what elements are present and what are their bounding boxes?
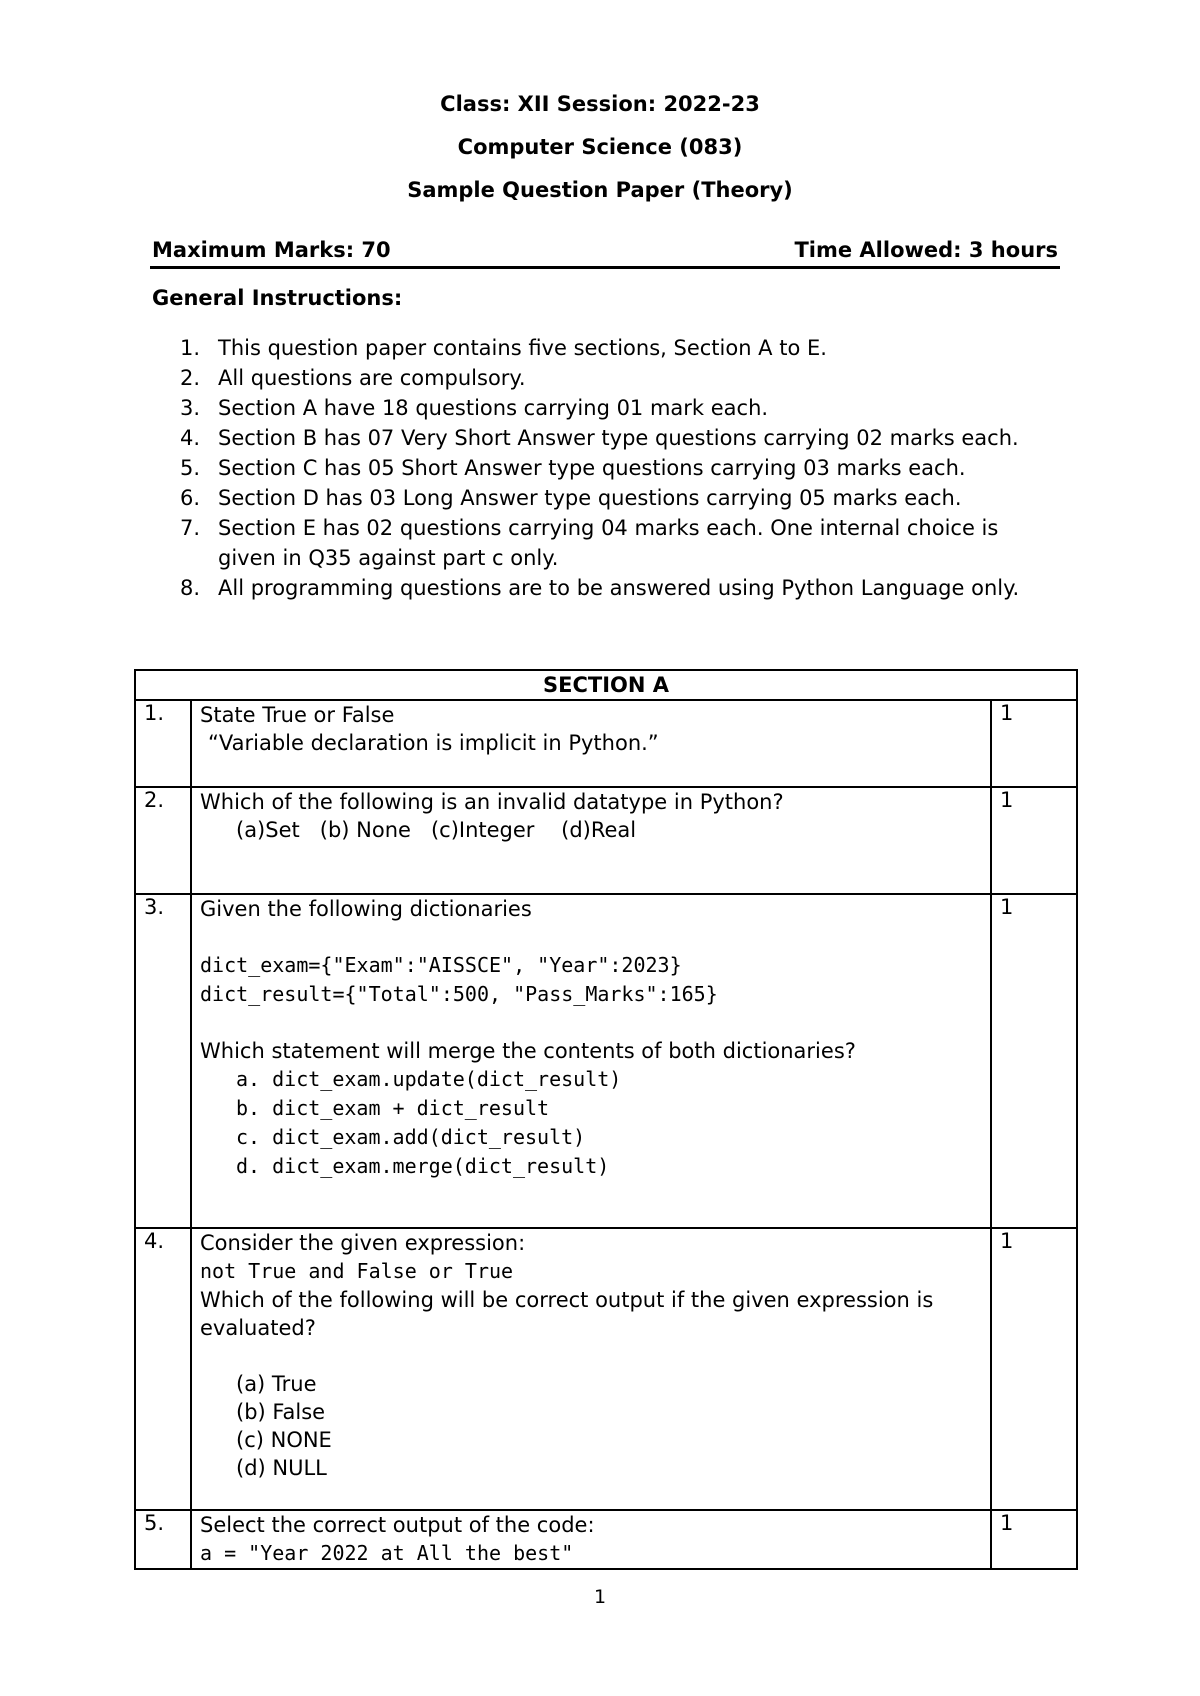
instruction-text: Section C has 05 Short Answer type questions carrying 03 marks each. bbox=[218, 456, 966, 480]
section-a-table bbox=[134, 669, 1078, 1570]
question-text: Select the correct output of the code: bbox=[200, 1513, 595, 1537]
question-number: 1. bbox=[135, 700, 191, 787]
instruction-number: 1. bbox=[180, 336, 201, 360]
instruction-number: 4. bbox=[180, 426, 201, 450]
instruction-item bbox=[180, 423, 1060, 453]
option-item: c. dict_exam.add(dict_result) bbox=[236, 1125, 586, 1149]
question-options: (a)Set (b) None (c)Integer (d)Real bbox=[236, 818, 637, 842]
instruction-text: Section D has 03 Long Answer type questions carrying 05 marks each. bbox=[218, 486, 962, 510]
question-body bbox=[191, 1228, 991, 1510]
question-statement: “Variable declaration is implicit in Python.” bbox=[208, 731, 659, 755]
question-marks: 1 bbox=[991, 1510, 1077, 1569]
instruction-text: This question paper contains five sections, Section A to E. bbox=[218, 336, 827, 360]
instruction-text: All questions are compulsory. bbox=[218, 366, 526, 390]
instruction-number: 3. bbox=[180, 396, 201, 420]
instruction-number: 8. bbox=[180, 576, 201, 600]
instruction-number: 5. bbox=[180, 456, 201, 480]
general-instructions-title: General Instructions: bbox=[152, 286, 403, 310]
question-text: Which of the following is an invalid datatype in Python? bbox=[200, 790, 784, 814]
code-line: dict_exam={"Exam":"AISSCE", "Year":2023} bbox=[200, 953, 682, 977]
question-text: Consider the given expression: bbox=[200, 1231, 526, 1255]
question-row bbox=[135, 700, 1077, 787]
subject-title: Computer Science (083) bbox=[457, 135, 743, 159]
instruction-number: 2. bbox=[180, 366, 201, 390]
question-row bbox=[135, 1228, 1077, 1510]
option-item: (c) NONE bbox=[236, 1428, 332, 1452]
instruction-text: Section A have 18 questions carrying 01 mark each. bbox=[218, 396, 769, 420]
question-marks: 1 bbox=[991, 787, 1077, 894]
question-number: 5. bbox=[135, 1510, 191, 1569]
maximum-marks: Maximum Marks: 70 bbox=[152, 238, 391, 262]
question-body bbox=[191, 787, 991, 894]
question-number: 3. bbox=[135, 894, 191, 1228]
question-text: Given the following dictionaries bbox=[200, 897, 532, 921]
instruction-item bbox=[180, 393, 1060, 423]
option-item: d. dict_exam.merge(dict_result) bbox=[236, 1154, 610, 1178]
question-marks: 1 bbox=[991, 1228, 1077, 1510]
option-item: (a) True bbox=[236, 1372, 317, 1396]
question-marks: 1 bbox=[991, 700, 1077, 787]
code-line: a = "Year 2022 at All the best" bbox=[200, 1541, 574, 1565]
question-row bbox=[135, 1510, 1077, 1569]
option-item: a. dict_exam.update(dict_result) bbox=[236, 1067, 622, 1091]
question-row bbox=[135, 894, 1077, 1228]
question-body bbox=[191, 700, 991, 787]
code-line: not True and False or True bbox=[200, 1259, 514, 1283]
instruction-number: 7. bbox=[180, 516, 201, 540]
instruction-item bbox=[180, 483, 1060, 513]
option-item: b. dict_exam + dict_result bbox=[236, 1096, 550, 1120]
code-line: dict_result={"Total":500, "Pass_Marks":165} bbox=[200, 982, 718, 1006]
instruction-item bbox=[180, 333, 1060, 363]
instruction-item bbox=[180, 363, 1060, 393]
question-row bbox=[135, 787, 1077, 894]
question-text: State True or False bbox=[200, 703, 395, 727]
marks-time-row bbox=[150, 236, 1060, 269]
time-allowed: Time Allowed: 3 hours bbox=[794, 238, 1058, 262]
question-marks: 1 bbox=[991, 894, 1077, 1228]
question-body bbox=[191, 894, 991, 1228]
option-item: (d) NULL bbox=[236, 1456, 327, 1480]
question-prompt: Which statement will merge the contents of both dictionaries? bbox=[200, 1039, 856, 1063]
instruction-item bbox=[180, 573, 1060, 603]
section-a-title: SECTION A bbox=[135, 670, 1077, 700]
instruction-text: All programming questions are to be answered using Python Language only. bbox=[218, 576, 1020, 600]
question-body bbox=[191, 1510, 991, 1569]
question-prompt: Which of the following will be correct output if the given expression is evaluated? bbox=[200, 1288, 934, 1340]
question-number: 4. bbox=[135, 1228, 191, 1510]
option-item: (b) False bbox=[236, 1400, 326, 1424]
instruction-number: 6. bbox=[180, 486, 201, 510]
instruction-text: Section B has 07 Very Short Answer type questions carrying 02 marks each. bbox=[218, 426, 1019, 450]
instruction-item bbox=[180, 513, 1060, 573]
paper-title: Sample Question Paper (Theory) bbox=[407, 178, 793, 202]
instruction-item bbox=[180, 453, 1060, 483]
instructions-list bbox=[180, 333, 1060, 603]
page-number: 1 bbox=[593, 1586, 607, 1608]
class-session-line: Class: XII Session: 2022-23 bbox=[440, 92, 760, 116]
question-number: 2. bbox=[135, 787, 191, 894]
instruction-text: Section E has 02 questions carrying 04 marks each. One internal choice is given in Q35 against part c only. bbox=[218, 516, 999, 570]
